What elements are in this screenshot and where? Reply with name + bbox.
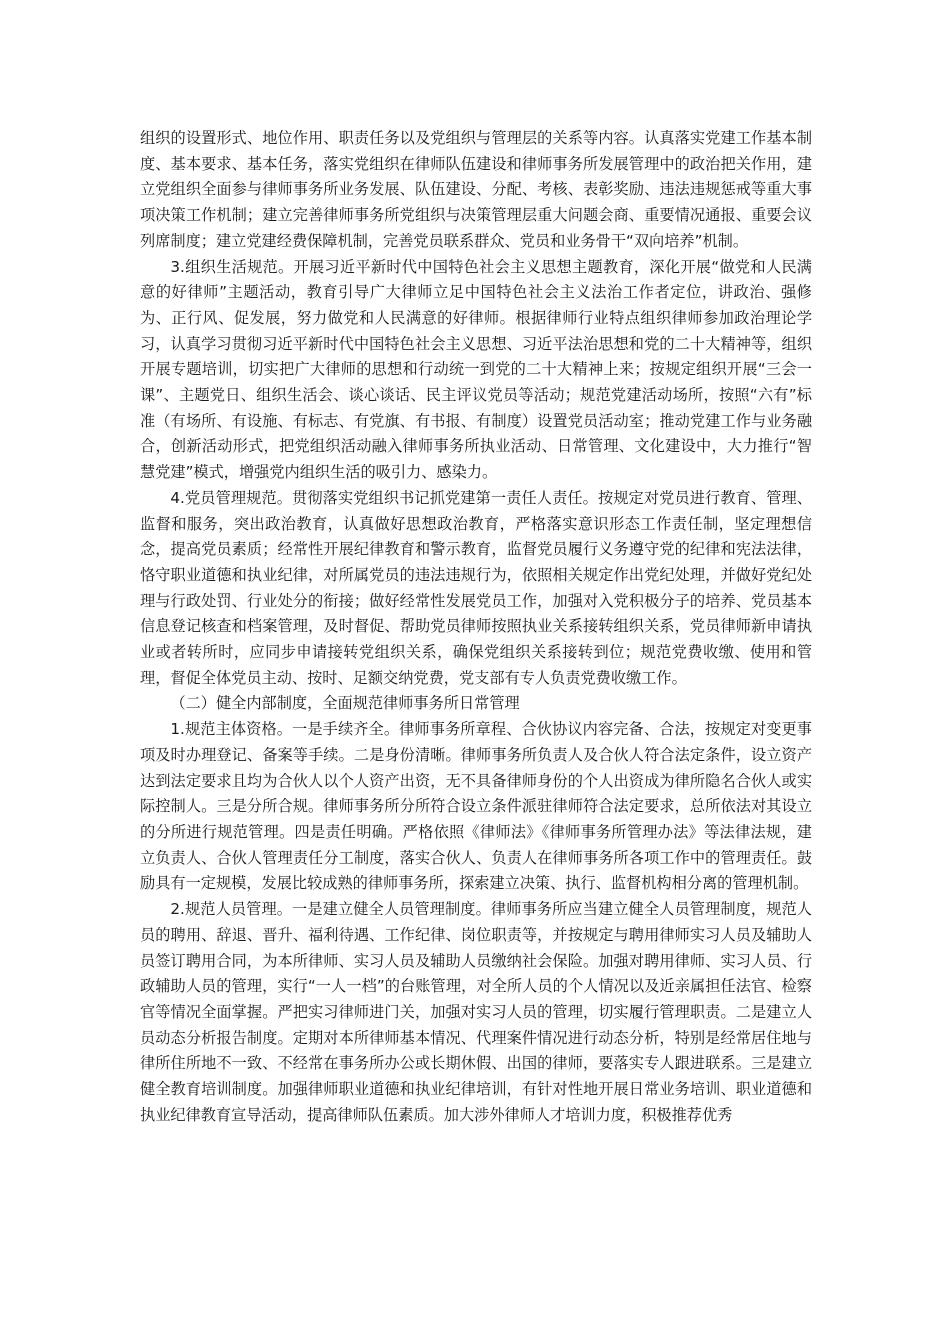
paragraph-personnel-management: 2.规范人员管理。一是建立健全人员管理制度。律师事务所应当建立健全人员管理制度，规范人员的聘用、辞退、晋升、福利待遇、工作纪律、岗位职责等，并按规定与聘用律师实习人员及辅助人员签订聘用合同，为本所律师、实习人员及辅助人员缴纳社会保险。加强对聘用律师、实习人员、行政辅助人员的管理，实行“一人一档”的台账管理，对全所人员的个人情况以及近亲属担任法官、检察官等情况全面掌握。严把实习律师进门关，加强对实习人员的管理，切实履行管理职责。二是建立人员动态分析报告制度。定期对本所律师基本情况、代理案件情况进行动态分析，特别是经常居住地与律所住所地不一致、不经常在事务所办公或长期休假、出国的律师，要落实专人跟进联系。三是建立健全教育培训制度。加强律师职业道德和执业纪律培训，有针对性地开展日常业务培训、职业道德和执业纪律教育宣导活动，提高律师队伍素质。加大涉外律师人才培训力度，积极推荐优秀	[140, 900, 812, 1124]
paragraph-party-member-management: 4.党员管理规范。贯彻落实党组织书记抓党建第一责任人责任。按规定对党员进行教育、管理、监督和服务，突出政治教育，认真做好思想政治教育，严格落实意识形态工作责任制，坚定理想信念，提高党员素质；经常性开展纪律教育和警示教育，监督党员履行义务遵守党的纪律和宪法法律，恪守职业道德和执业纪律，对所属党员的违法违规行为，依照相关规定作出党纪处理，并做好党纪处理与行政处罚、行业处分的衔接；做好经常性发展党员工作，加强对入党积极分子的培养、党员基本信息登记核查和档案管理，及时督促、帮助党员律师按照执业关系接转组织关系，党员律师新申请执业或者转所时，应同步申请接转党组织关系，确保党组织关系接转到位；规范党费收缴、使用和管理，督促全体党员主动、按时、足额交纳党费，党支部有专人负责党费收缴工作。	[140, 488, 812, 687]
paragraph-subject-qualification: 1.规范主体资格。一是手续齐全。律师事务所章程、合伙协议内容完备、合法，按规定对变更事项及时办理登记、备案等手续。二是身份清晰。律师事务所负责人及合伙人符合法定条件，设立资产达到法定要求且均为合伙人以个人资产出资，无不具备律师身份的个人出资成为律所隐名合伙人或实际控制人。三是分所合规。律师事务所分所符合设立条件派驻律师符合法定要求，总所依法对其设立的分所进行规范管理。四是责任明确。严格依照《律师法》《律师事务所管理办法》等法律法规，建立负责人、合伙人管理责任分工制度，落实合伙人、负责人在律师事务所各项工作中的管理责任。鼓励具有一定规模，发展比较成熟的律师事务所，探索建立决策、执行、监督机构相分离的管理机制。	[140, 720, 812, 893]
section-heading-internal-system: （二）健全内部制度，全面规范律师事务所日常管理	[170, 694, 520, 713]
paragraph-organization-life: 3.组织生活规范。开展习近平新时代中国特色社会主义思想主题教育，深化开展“做党和人民满意的好律师”主题活动，教育引导广大律师立足中国特色社会主义法治工作者定位，讲政治、强修为、正行风、促发展，努力做党和人民满意的好律师。根据律师行业特点组织律师参加政治理论学习，认真学习贯彻习近平新时代中国特色社会主义思想、习近平法治思想和党的二十大精神等，组织开展专题培训，切实把广大律师的思想和行动统一到党的二十大精神上来；按规定组织开展“三会一课”、主题党日、组织生活会、谈心谈话、民主评议党员等活动；规范党建活动场所，按照“六有”标准（有场所、有设施、有标志、有党旗、有书报、有制度）设置党员活动室；推动党建工作与业务融合，创新活动形式，把党组织活动融入律师事务所执业活动、日常管理、文化建设中，大力推行“智慧党建”模式，增强党内组织生活的吸引力、感染力。	[140, 257, 812, 482]
paragraph-continuation: 组织的设置形式、地位作用、职责任务以及党组织与管理层的关系等内容。认真落实党建工作基本制度、基本要求、基本任务，落实党组织在律师队伍建设和律师事务所发展管理中的政治把关作用，建立党组织全面参与律师事务所业务发展、队伍建设、分配、考核、表彰奖励、违法违规惩戒等重大事项决策工作机制；建立完善律师事务所党组织与决策管理层重大问题会商、重要情况通报、重要会议列席制度；建立党建经费保障机制，完善党员联系群众、党员和业务骨干“双向培养”机制。	[140, 129, 812, 250]
document-body	[140, 126, 812, 1128]
